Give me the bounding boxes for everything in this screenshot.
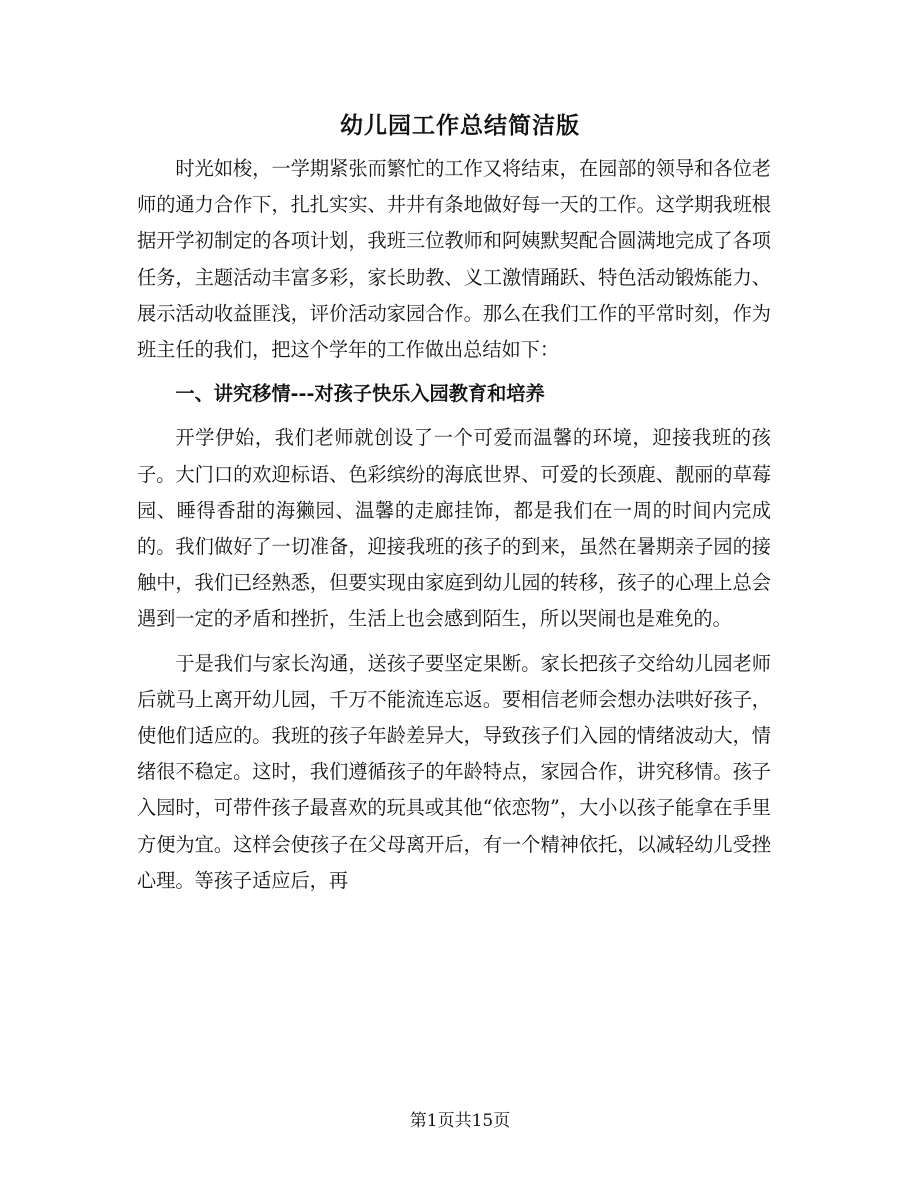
body-paragraph: 于是我们与家长沟通，送孩子要坚定果断。家长把孩子交给幼儿园老师后就马上离开幼儿园，千万不能流连忘返。要相信老师会想办法哄好孩子，使他们适应的。我班的孩子年龄差异大，导致孩子们入园的情绪波动大，情绪很不稳定。这时，我们遵循孩子的年龄特点，家园合作，讲究移情。孩子入园时，可带件孩子最喜欢的玩具或其他“依恋物”，大小以孩子能拿在手里方便为宜。这样会使孩子在父母离开后，有一个精神依托，以减轻幼儿受挫心理。等孩子适应后，再 [137,651,771,892]
section-heading: 一、讲究移情---对孩子快乐入园教育和培养 [175,382,545,406]
page-indicator: 第1页共15页 [409,1111,511,1131]
intro-paragraph: 时光如梭，一学期紧张而繁忙的工作又将结束，在园部的领导和各位老师的通力合作下，扎扎实实、井井有条地做好每一天的工作。这学期我班根据开学初制定的各项计划，我班三位教师和阿姨默契配合圆满地完成了各项任务，主题活动丰富多彩，家长助教、义工激情踊跃、特色活动锻炼能力、展示活动收益匪浅，评价活动家园合作。那么在我们工作的平常时刻，作为班主任的我们，把这个学年的工作做出总结如下： [137,157,771,362]
body-paragraph: 开学伊始，我们老师就创设了一个可爱而温馨的环境，迎接我班的孩子。大门口的欢迎标语、色彩缤纷的海底世界、可爱的长颈鹿、靓丽的草莓园、睡得香甜的海獭园、温馨的走廊挂饰，都是我们在一周的时间内完成的。我们做好了一切准备，迎接我班的孩子的到来，虽然在暑期亲子园的接触中，我们已经熟悉，但要实现由家庭到幼儿园的转移，孩子的心理上总会遇到一定的矛盾和挫折，生活上也会感到陌生，所以哭闹也是难免的。 [137,426,771,631]
document-title: 幼儿园工作总结简洁版 [340,112,580,139]
document-body [137,151,771,899]
